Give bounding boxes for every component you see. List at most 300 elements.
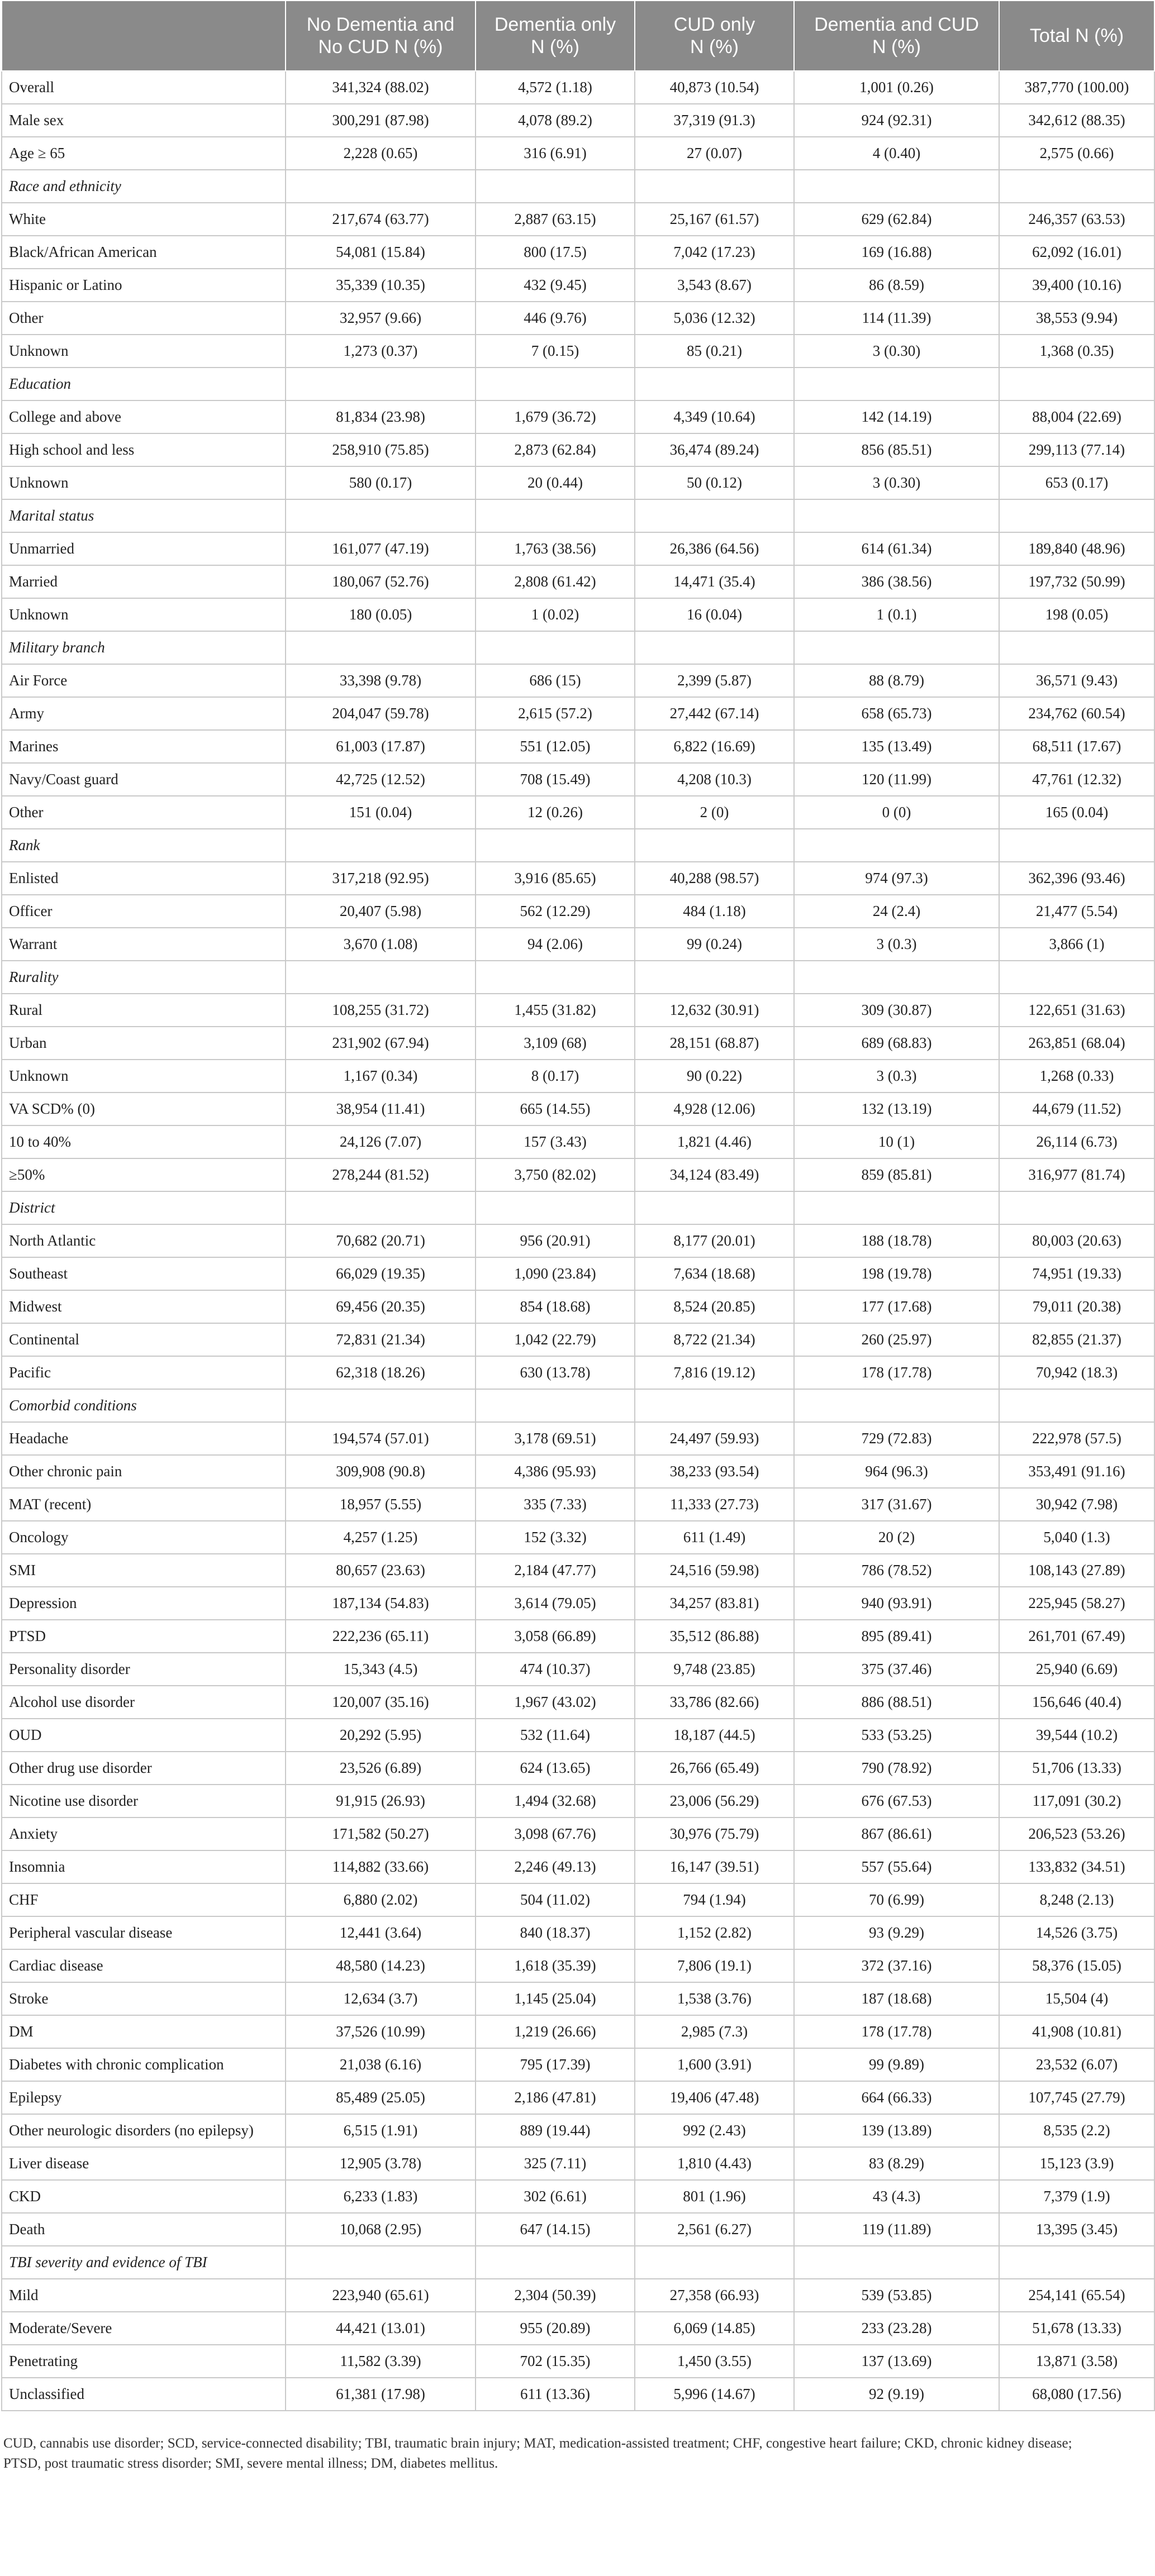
header-cell-label [2,1,286,71]
table-row [2,598,1154,631]
table-cell: 20 (0.44) [476,466,635,499]
table-cell: 801 (1.96) [635,2180,794,2213]
table-cell: 1,268 (0.33) [999,1060,1154,1093]
table-cell: 24,126 (7.07) [286,1125,476,1158]
table-cell: 36,474 (89.24) [635,433,794,466]
section-header-row [2,829,1154,862]
table-cell: 169 (16.88) [794,236,999,269]
table-cell: 278,244 (81.52) [286,1158,476,1191]
table-cell: 23,006 (56.29) [635,1785,794,1817]
table-cell [794,170,999,203]
table-cell: 375 (37.46) [794,1653,999,1686]
table-cell: 2,186 (47.81) [476,2081,635,2114]
table-cell: 2 (0) [635,796,794,829]
table-cell: 25,167 (61.57) [635,203,794,236]
table-cell: 316 (6.91) [476,137,635,170]
row-label: Nicotine use disorder [2,1785,286,1817]
table-cell [476,631,635,664]
table-cell [999,829,1154,862]
table-cell: 658 (65.73) [794,697,999,730]
table-cell: 1,273 (0.37) [286,335,476,368]
table-cell: 5,996 (14.67) [635,2378,794,2411]
row-label: Peripheral vascular disease [2,1916,286,1949]
table-cell [794,499,999,532]
table-cell: 34,124 (83.49) [635,1158,794,1191]
table-cell: 1,679 (36.72) [476,400,635,433]
table-row [2,1125,1154,1158]
table-cell: 197,732 (50.99) [999,565,1154,598]
table-cell: 4,078 (89.2) [476,104,635,137]
table-row [2,1093,1154,1125]
section-title: District [2,1191,286,1224]
row-label: Personality disorder [2,1653,286,1686]
table-cell: 302 (6.61) [476,2180,635,2213]
table-row [2,1982,1154,2015]
table-cell: 5,040 (1.3) [999,1521,1154,1554]
table-cell: 432 (9.45) [476,269,635,302]
table-cell: 840 (18.37) [476,1916,635,1949]
header-cell-dementia-and-cud: Dementia and CUD N (%) [794,1,999,71]
table-cell: 54,081 (15.84) [286,236,476,269]
table-cell: 37,319 (91.3) [635,104,794,137]
table-cell: 2,985 (7.3) [635,2015,794,2048]
table-cell: 24 (2.4) [794,895,999,928]
table-cell: 1,967 (43.02) [476,1686,635,1719]
table-row [2,2015,1154,2048]
row-label: Unknown [2,598,286,631]
row-label: Army [2,697,286,730]
table-cell [635,829,794,862]
table-cell [794,829,999,862]
header-cell-no-dementia-no-cud: No Dementia and No CUD N (%) [286,1,476,71]
table-row [2,1949,1154,1982]
table-cell: 217,674 (63.77) [286,203,476,236]
row-label: Death [2,2213,286,2246]
table-cell: 3,614 (79.05) [476,1587,635,1620]
table-row [2,1356,1154,1389]
row-label: Anxiety [2,1817,286,1850]
table-cell: 309 (30.87) [794,994,999,1027]
table-cell: 4,349 (10.64) [635,400,794,433]
table-cell: 10,068 (2.95) [286,2213,476,2246]
table-cell [635,1389,794,1422]
table-row [2,2147,1154,2180]
table-cell [286,631,476,664]
table-cell: 151 (0.04) [286,796,476,829]
section-title: Military branch [2,631,286,664]
table-cell: 729 (72.83) [794,1422,999,1455]
table-cell: 188 (18.78) [794,1224,999,1257]
table-cell: 3,058 (66.89) [476,1620,635,1653]
table-cell: 21,038 (6.16) [286,2048,476,2081]
table-cell: 36,571 (9.43) [999,664,1154,697]
table-cell: 6,233 (1.83) [286,2180,476,2213]
table-cell [635,170,794,203]
table-cell: 178 (17.78) [794,2015,999,2048]
table-row [2,137,1154,170]
row-label: Unmarried [2,532,286,565]
table-row [2,1257,1154,1290]
table-cell [635,961,794,994]
table-cell: 4,257 (1.25) [286,1521,476,1554]
table-cell: 532 (11.64) [476,1719,635,1752]
table-cell: 142 (14.19) [794,400,999,433]
table-cell: 653 (0.17) [999,466,1154,499]
table-cell: 33,398 (9.78) [286,664,476,697]
table-cell: 992 (2.43) [635,2114,794,2147]
table-cell [999,499,1154,532]
table-cell: 32,957 (9.66) [286,302,476,335]
table-cell: 20,407 (5.98) [286,895,476,928]
table-cell [286,1191,476,1224]
header-cell-total: Total N (%) [999,1,1154,71]
table-cell: 83 (8.29) [794,2147,999,2180]
table-cell: 7,634 (18.68) [635,1257,794,1290]
table-cell [476,2246,635,2279]
table-cell: 2,228 (0.65) [286,137,476,170]
table-cell: 86 (8.59) [794,269,999,302]
section-header-row [2,631,1154,664]
table-cell: 15,343 (4.5) [286,1653,476,1686]
table-cell: 1,763 (38.56) [476,532,635,565]
table-cell: 1,152 (2.82) [635,1916,794,1949]
table-cell [286,368,476,400]
table-cell: 325 (7.11) [476,2147,635,2180]
table-cell: 198 (0.05) [999,598,1154,631]
table-row [2,796,1154,829]
table-cell: 27,442 (67.14) [635,697,794,730]
table-row [2,664,1154,697]
table-cell: 2,184 (47.77) [476,1554,635,1587]
table-cell: 231,902 (67.94) [286,1027,476,1060]
table-row [2,1521,1154,1554]
table-row [2,269,1154,302]
table-cell: 386 (38.56) [794,565,999,598]
table-cell: 61,003 (17.87) [286,730,476,763]
table-cell: 51,706 (13.33) [999,1752,1154,1785]
table-cell: 28,151 (68.87) [635,1027,794,1060]
table-cell: 194,574 (57.01) [286,1422,476,1455]
table-cell: 223,940 (65.61) [286,2279,476,2312]
table-cell: 38,553 (9.94) [999,302,1154,335]
table-row [2,2081,1154,2114]
table-cell [999,170,1154,203]
table-row [2,335,1154,368]
table-row [2,1620,1154,1653]
row-label: Depression [2,1587,286,1620]
table-cell: 261,701 (67.49) [999,1620,1154,1653]
table-cell: 161,077 (47.19) [286,532,476,565]
table-cell: 12 (0.26) [476,796,635,829]
table-cell: 795 (17.39) [476,2048,635,2081]
table-cell: 38,233 (93.54) [635,1455,794,1488]
table-cell: 2,887 (63.15) [476,203,635,236]
table-cell: 557 (55.64) [794,1850,999,1883]
section-header-row [2,368,1154,400]
table-cell: 7 (0.15) [476,335,635,368]
row-label: Mild [2,2279,286,2312]
table-cell [999,631,1154,664]
row-label: Stroke [2,1982,286,2015]
row-label: Continental [2,1323,286,1356]
table-cell [476,1191,635,1224]
table-cell: 7,816 (19.12) [635,1356,794,1389]
table-cell [635,368,794,400]
table-cell [794,2246,999,2279]
table-cell: 44,679 (11.52) [999,1093,1154,1125]
section-title: Race and ethnicity [2,170,286,203]
row-label: Other drug use disorder [2,1752,286,1785]
table-cell: 39,400 (10.16) [999,269,1154,302]
table-cell: 794 (1.94) [635,1883,794,1916]
row-label: Pacific [2,1356,286,1389]
table-cell: 88 (8.79) [794,664,999,697]
table-cell: 611 (13.36) [476,2378,635,2411]
table-cell: 70,682 (20.71) [286,1224,476,1257]
table-cell: 940 (93.91) [794,1587,999,1620]
table-cell: 3 (0.30) [794,466,999,499]
row-label: Navy/Coast guard [2,763,286,796]
row-label: Other neurologic disorders (no epilepsy) [2,2114,286,2147]
table-cell [635,1191,794,1224]
table-cell: 8,248 (2.13) [999,1883,1154,1916]
table-cell: 629 (62.84) [794,203,999,236]
row-label: Alcohol use disorder [2,1686,286,1719]
row-label: Unknown [2,1060,286,1093]
row-label: Other [2,796,286,829]
table-cell: 50 (0.12) [635,466,794,499]
table-cell: 2,808 (61.42) [476,565,635,598]
table-cell: 6,515 (1.91) [286,2114,476,2147]
table-cell: 206,523 (53.26) [999,1817,1154,1850]
table-cell: 7,806 (19.1) [635,1949,794,1982]
table-cell [794,1191,999,1224]
table-cell: 886 (88.51) [794,1686,999,1719]
table-cell: 1 (0.1) [794,598,999,631]
table-cell: 35,512 (86.88) [635,1620,794,1653]
row-label: Unclassified [2,2378,286,2411]
table-cell: 504 (11.02) [476,1883,635,1916]
table-cell: 955 (20.89) [476,2312,635,2345]
table-row [2,400,1154,433]
table-cell: 2,304 (50.39) [476,2279,635,2312]
table-cell: 69,456 (20.35) [286,1290,476,1323]
section-header-row [2,961,1154,994]
table-cell: 157 (3.43) [476,1125,635,1158]
section-title: Rank [2,829,286,862]
table-cell: 10 (1) [794,1125,999,1158]
section-title: Comorbid conditions [2,1389,286,1422]
section-title: Education [2,368,286,400]
table-cell: 38,954 (11.41) [286,1093,476,1125]
table-cell: 18,187 (44.5) [635,1719,794,1752]
table-cell: 3 (0.3) [794,1060,999,1093]
table-cell: 25,940 (6.69) [999,1653,1154,1686]
table-cell: 3,916 (85.65) [476,862,635,895]
table-cell [999,1389,1154,1422]
row-label: CKD [2,2180,286,2213]
table-cell: 70 (6.99) [794,1883,999,1916]
table-cell: 233 (23.28) [794,2312,999,2345]
table-row [2,697,1154,730]
table-cell: 24,516 (59.98) [635,1554,794,1587]
row-label: Epilepsy [2,2081,286,2114]
table-cell: 135 (13.49) [794,730,999,763]
table-cell: 1,455 (31.82) [476,994,635,1027]
table-cell [794,368,999,400]
table-cell: 15,123 (3.9) [999,2147,1154,2180]
row-label: OUD [2,1719,286,1752]
table-cell [999,961,1154,994]
table-cell: 79,011 (20.38) [999,1290,1154,1323]
table-cell: 225,945 (58.27) [999,1587,1154,1620]
table-row [2,433,1154,466]
row-label: Marines [2,730,286,763]
table-cell: 27,358 (66.93) [635,2279,794,2312]
table-row [2,1686,1154,1719]
row-label: Unknown [2,335,286,368]
table-cell [476,961,635,994]
row-label: Liver disease [2,2147,286,2180]
table-cell: 120,007 (35.16) [286,1686,476,1719]
table-cell: 3,543 (8.67) [635,269,794,302]
table-cell: 362,396 (93.46) [999,862,1154,895]
row-label: Officer [2,895,286,928]
row-label: Urban [2,1027,286,1060]
table-cell: 1,600 (3.91) [635,2048,794,2081]
row-label: Age ≥ 65 [2,137,286,170]
table-cell: 1,494 (32.68) [476,1785,635,1817]
table-cell: 1 (0.02) [476,598,635,631]
row-label: Oncology [2,1521,286,1554]
table-cell: 539 (53.85) [794,2279,999,2312]
row-label: Overall [2,71,286,104]
table-cell: 8,524 (20.85) [635,1290,794,1323]
row-label: CHF [2,1883,286,1916]
table-cell: 30,976 (75.79) [635,1817,794,1850]
table-cell: 66,029 (19.35) [286,1257,476,1290]
table-cell: 156,646 (40.4) [999,1686,1154,1719]
table-cell: 33,786 (82.66) [635,1686,794,1719]
table-cell: 260 (25.97) [794,1323,999,1356]
table-cell: 8,722 (21.34) [635,1323,794,1356]
table-cell: 624 (13.65) [476,1752,635,1785]
table-cell: 665 (14.55) [476,1093,635,1125]
table-cell: 895 (89.41) [794,1620,999,1653]
table-cell: 353,491 (91.16) [999,1455,1154,1488]
table-cell [476,829,635,862]
table-cell: 90 (0.22) [635,1060,794,1093]
table-cell: 20,292 (5.95) [286,1719,476,1752]
table-cell: 13,871 (3.58) [999,2345,1154,2378]
table-row [2,1785,1154,1817]
table-cell: 47,761 (12.32) [999,763,1154,796]
table-cell: 92 (9.19) [794,2378,999,2411]
table-cell: 24,497 (59.93) [635,1422,794,1455]
table-row [2,1422,1154,1455]
table-cell: 61,381 (17.98) [286,2378,476,2411]
row-label: Midwest [2,1290,286,1323]
table-cell: 43 (4.3) [794,2180,999,2213]
section-header-row [2,2246,1154,2279]
table-cell: 108,255 (31.72) [286,994,476,1027]
table-cell: 1,618 (35.39) [476,1949,635,1982]
table-cell: 30,942 (7.98) [999,1488,1154,1521]
table-cell: 4,572 (1.18) [476,71,635,104]
table-cell [999,368,1154,400]
row-label: Other [2,302,286,335]
table-cell: 5,036 (12.32) [635,302,794,335]
table-cell: 72,831 (21.34) [286,1323,476,1356]
table-cell: 80,003 (20.63) [999,1224,1154,1257]
table-cell: 26,386 (64.56) [635,532,794,565]
table-cell: 94 (2.06) [476,928,635,961]
section-title: Rurality [2,961,286,994]
table-cell: 1,821 (4.46) [635,1125,794,1158]
table-cell: 13,395 (3.45) [999,2213,1154,2246]
table-body [2,71,1154,2411]
table-cell: 1,368 (0.35) [999,335,1154,368]
table-cell: 35,339 (10.35) [286,269,476,302]
table-cell [286,1389,476,1422]
table-header [2,1,1154,71]
table-cell: 23,532 (6.07) [999,2048,1154,2081]
table-row [2,1850,1154,1883]
table-cell [794,1389,999,1422]
table-cell: 11,333 (27.73) [635,1488,794,1521]
table-cell: 889 (19.44) [476,2114,635,2147]
table-cell: 19,406 (47.48) [635,2081,794,2114]
row-label: Unknown [2,466,286,499]
table-cell: 1,810 (4.43) [635,2147,794,2180]
row-label: Hispanic or Latino [2,269,286,302]
table-cell: 372 (37.16) [794,1949,999,1982]
table-cell: 180,067 (52.76) [286,565,476,598]
table-row [2,895,1154,928]
table-cell: 16,147 (39.51) [635,1850,794,1883]
table-cell: 317,218 (92.95) [286,862,476,895]
table-row [2,1488,1154,1521]
table-row [2,203,1154,236]
table-cell: 6,822 (16.69) [635,730,794,763]
table-cell [286,829,476,862]
table-cell: 1,167 (0.34) [286,1060,476,1093]
table-cell: 187,134 (54.83) [286,1587,476,1620]
table-cell: 689 (68.83) [794,1027,999,1060]
table-cell: 80,657 (23.63) [286,1554,476,1587]
table-cell: 309,908 (90.8) [286,1455,476,1488]
table-cell: 8 (0.17) [476,1060,635,1093]
table-row [2,928,1154,961]
table-cell: 1,145 (25.04) [476,1982,635,2015]
table-cell: 867 (86.61) [794,1817,999,1850]
row-label: SMI [2,1554,286,1587]
table-cell: 14,471 (35.4) [635,565,794,598]
table-cell: 708 (15.49) [476,763,635,796]
row-label: Headache [2,1422,286,1455]
table-row [2,1554,1154,1587]
section-title: Marital status [2,499,286,532]
table-row [2,862,1154,895]
table-cell: 107,745 (27.79) [999,2081,1154,2114]
header-row [2,1,1154,71]
table-cell: 856 (85.51) [794,433,999,466]
table-cell: 12,905 (3.78) [286,2147,476,2180]
row-label: Other chronic pain [2,1455,286,1488]
table-row [2,302,1154,335]
table-cell: 11,582 (3.39) [286,2345,476,2378]
table-cell: 222,978 (57.5) [999,1422,1154,1455]
